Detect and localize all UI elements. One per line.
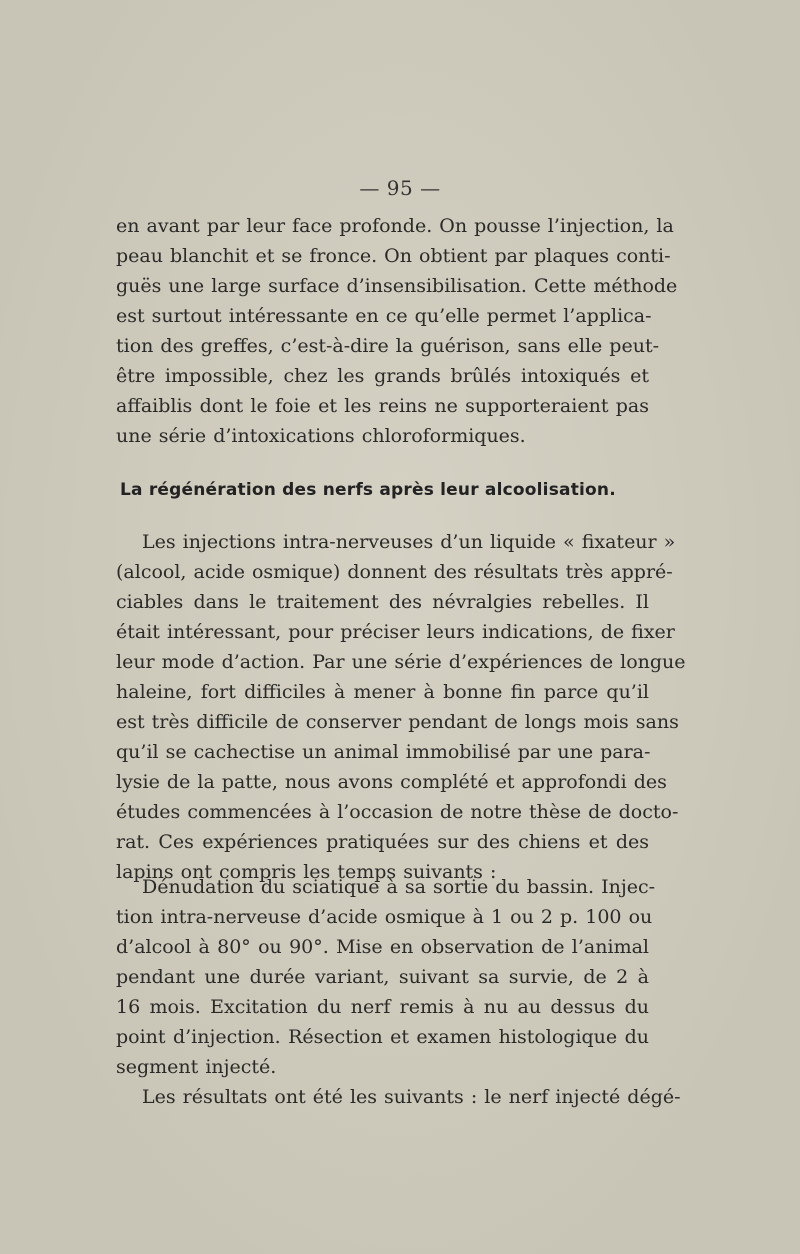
text-line: est surtout intéressante en ce qu’elle permet l’applica-	[116, 305, 652, 327]
page-number: — 95 —	[359, 176, 441, 200]
text-line: Les injections intra-nerveuses d’un liquide « fixateur »	[142, 531, 676, 553]
text-line: en avant par leur face profonde. On pousse l’injection, la	[116, 215, 674, 237]
section-heading: La régénération des nerfs après leur alcoolisation.	[120, 480, 616, 500]
text-line: tion intra-nerveuse d’acide osmique à 1 ou 2 p. 100 ou	[116, 906, 653, 928]
text-line: rat. Ces expériences pratiquées sur des chiens et des	[116, 831, 649, 853]
text-line: qu’il se cachectise un animal immobilisé par une para-	[116, 741, 651, 763]
text-line: d’alcool à 80° ou 90°. Mise en observation de l’animal	[116, 936, 649, 958]
text-line: être impossible, chez les grands brûlés intoxiqués et	[116, 365, 649, 387]
text-line: segment injecté.	[116, 1056, 277, 1078]
text-line: leur mode d’action. Par une série d’expériences de longue	[116, 651, 686, 673]
text-line: lysie de la patte, nous avons complété et approfondi des	[116, 771, 667, 793]
paragraph-1	[116, 211, 678, 451]
text-line: tion des greffes, c’est-à-dire la guérison, sans elle peut-	[116, 335, 660, 357]
text-line: une série d’intoxications chloroformiques.	[116, 425, 526, 447]
text-line: haleine, fort difficiles à mener à bonne fin parce qu’il	[116, 681, 649, 703]
text-line: études commencées à l’occasion de notre thèse de docto-	[116, 801, 679, 823]
paragraph-3	[116, 872, 656, 1082]
text-line: pendant une durée variant, suivant sa survie, de 2 à	[116, 966, 649, 988]
text-line: affaiblis dont le foie et les reins ne supporteraient pas	[116, 395, 649, 417]
text-line: lapins ont compris les temps suivants :	[116, 861, 497, 883]
text-line: Les résultats ont été les suivants : le nerf injecté dégé-	[142, 1086, 681, 1108]
text-line: était intéressant, pour préciser leurs indications, de fixer	[116, 621, 675, 643]
paragraph-4	[116, 1082, 681, 1112]
text-line: Dénudation du sciatique à sa sortie du bassin. Injec-	[142, 876, 656, 898]
text-line: ciables dans le traitement des névralgies rebelles. Il	[116, 591, 649, 613]
text-line: 16 mois. Excitation du nerf remis à nu au dessus du	[116, 996, 649, 1018]
text-line: est très difficile de conserver pendant de longs mois sans	[116, 711, 679, 733]
text-line: peau blanchit et se fronce. On obtient par plaques conti-	[116, 245, 671, 267]
text-line: point d’injection. Résection et examen histologique du	[116, 1026, 649, 1048]
text-line: (alcool, acide osmique) donnent des résultats très appré-	[116, 561, 673, 583]
text-line: guës une large surface d’insensibilisation. Cette méthode	[116, 275, 678, 297]
